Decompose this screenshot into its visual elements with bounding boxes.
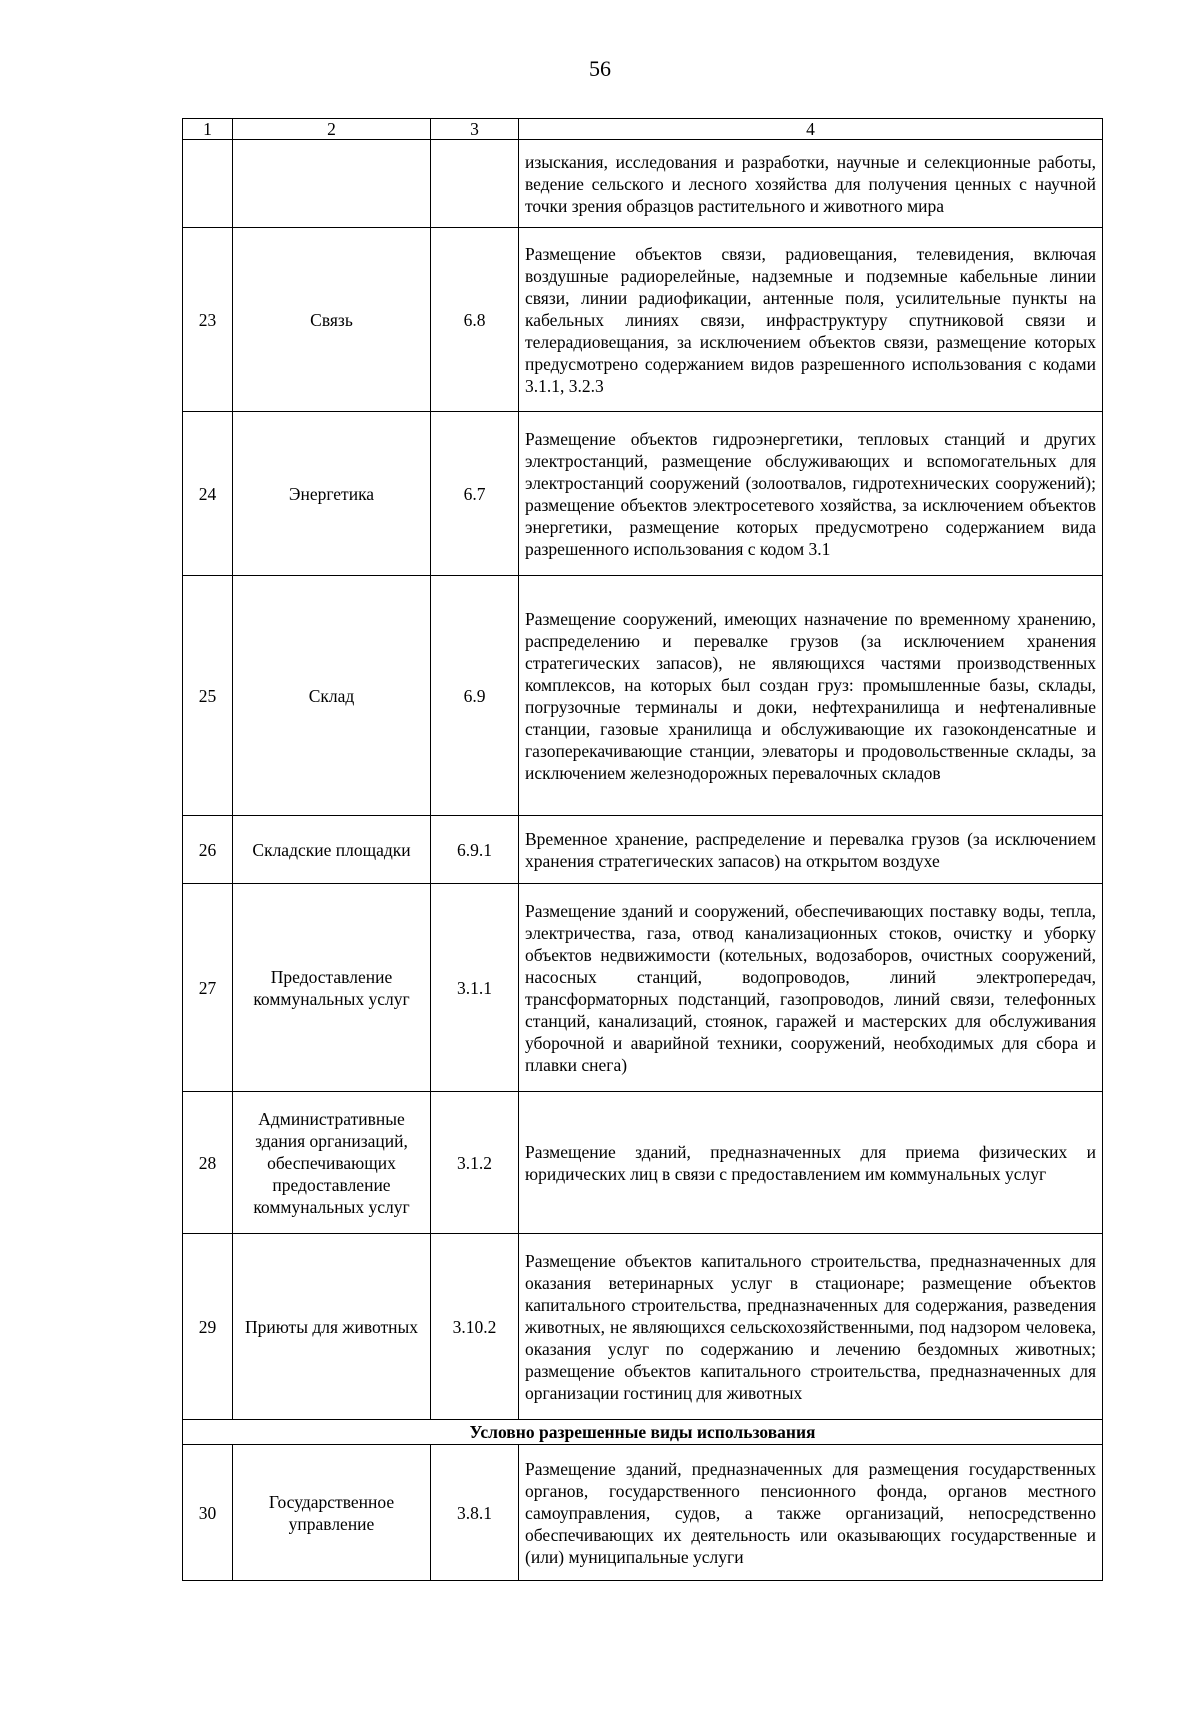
use-type-name: Предоставление коммунальных услуг (233, 884, 431, 1092)
use-type-code: 3.8.1 (431, 1445, 519, 1581)
row-number: 24 (183, 412, 233, 576)
row-number: 26 (183, 816, 233, 884)
use-type-description: Размещение объектов капитального строительства, предназначенных для оказания ветеринарных услуг в стационаре; размещение объектов капитального строительства, предназначенных для содержания, разведения животных, не являющихся сельскохозяйственными, под надзором человека, оказания услуг по содержанию и лечению бездомных животных; размещение объектов капитального строительства, предназначенных для организации гостиниц для животных (519, 1234, 1103, 1420)
use-type-code: 6.9.1 (431, 816, 519, 884)
use-type-code: 6.7 (431, 412, 519, 576)
use-type-description: Размещение объектов связи, радиовещания, телевидения, включая воздушные радиорелейные, надземные и подземные кабельные линии связи, линии радиофикации, антенные поля, усилительные пункты на кабельных линиях связи, инфраструктуру спутниковой связи и телерадиовещания, за исключением объектов связи, размещение которых предусмотрено содержанием видов разрешенного использования с кодами 3.1.1, 3.2.3 (519, 228, 1103, 412)
row-number: 29 (183, 1234, 233, 1420)
use-type-name: Энергетика (233, 412, 431, 576)
use-type-description: изыскания, исследования и разработки, научные и селекционные работы, ведение сельского и лесного хозяйства для получения ценных с научной точки зрения образцов растительного и животного мира (519, 140, 1103, 228)
land-use-table (182, 118, 1103, 1581)
section-header-row (183, 1420, 1103, 1445)
use-type-name: Складские площадки (233, 816, 431, 884)
use-type-name: Государственное управление (233, 1445, 431, 1581)
use-type-description: Размещение сооружений, имеющих назначение по временному хранению, распределению и перевалке грузов (за исключением хранения стратегических запасов), не являющихся частями производственных комплексов, на которых был создан груз: промышленные базы, склады, погрузочные терминалы и доки, нефтехранилища и нефтеналивные станции, газовые хранилища и обслуживающие их газоконденсатные и газоперекачивающие станции, элеваторы и продовольственные склады, за исключением железнодорожных перевалочных складов (519, 576, 1103, 816)
column-header: 3 (431, 119, 519, 140)
table-row (183, 1234, 1103, 1420)
row-number (183, 140, 233, 228)
use-type-code: 6.8 (431, 228, 519, 412)
use-type-name: Связь (233, 228, 431, 412)
use-type-code (431, 140, 519, 228)
table-row (183, 228, 1103, 412)
use-type-description: Размещение зданий, предназначенных для размещения государственных органов, государственного пенсионного фонда, органов местного самоуправления, судов, а также организаций, непосредственно обеспечивающих их деятельность или оказывающих государственные и (или) муниципальные услуги (519, 1445, 1103, 1581)
use-type-description: Размещение зданий и сооружений, обеспечивающих поставку воды, тепла, электричества, газа, отвод канализационных стоков, очистку и уборку объектов недвижимости (котельных, водозаборов, очистных сооружений, насосных станций, водопроводов, линий электропередач, трансформаторных подстанций, газопроводов, линий связи, телефонных станций, канализаций, стоянок, гаражей и мастерских для обслуживания уборочной и аварийной техники, сооружений, необходимых для сбора и плавки снега) (519, 884, 1103, 1092)
column-header: 1 (183, 119, 233, 140)
use-type-name: Приюты для животных (233, 1234, 431, 1420)
table-header-row (183, 119, 1103, 140)
use-type-description: Размещение зданий, предназначенных для приема физических и юридических лиц в связи с предоставлением им коммунальных услуг (519, 1092, 1103, 1234)
row-number: 23 (183, 228, 233, 412)
use-type-code: 6.9 (431, 576, 519, 816)
use-type-description: Временное хранение, распределение и перевалка грузов (за исключением хранения стратегических запасов) на открытом воздухе (519, 816, 1103, 884)
table-row (183, 1092, 1103, 1234)
table-row (183, 884, 1103, 1092)
use-type-code: 3.10.2 (431, 1234, 519, 1420)
use-type-name (233, 140, 431, 228)
row-number: 30 (183, 1445, 233, 1581)
table-row (183, 1445, 1103, 1581)
column-header: 4 (519, 119, 1103, 140)
use-type-name: Склад (233, 576, 431, 816)
use-type-code: 3.1.1 (431, 884, 519, 1092)
table-row (183, 412, 1103, 576)
row-number: 25 (183, 576, 233, 816)
row-number: 28 (183, 1092, 233, 1234)
use-type-code: 3.1.2 (431, 1092, 519, 1234)
column-header: 2 (233, 119, 431, 140)
use-type-name: Административные здания организаций, обеспечивающих предоставление коммунальных услуг (233, 1092, 431, 1234)
table-row (183, 140, 1103, 228)
use-type-description: Размещение объектов гидроэнергетики, тепловых станций и других электростанций, размещение обслуживающих и вспомогательных для электростанций сооружений (золоотвалов, гидротехнических сооружений); размещение объектов электросетевого хозяйства, за исключением объектов энергетики, размещение которых предусмотрено содержанием вида разрешенного использования с кодом 3.1 (519, 412, 1103, 576)
table-row (183, 816, 1103, 884)
section-title: Условно разрешенные виды использования (183, 1420, 1103, 1445)
table-row (183, 576, 1103, 816)
page-number: 56 (589, 56, 611, 81)
row-number: 27 (183, 884, 233, 1092)
